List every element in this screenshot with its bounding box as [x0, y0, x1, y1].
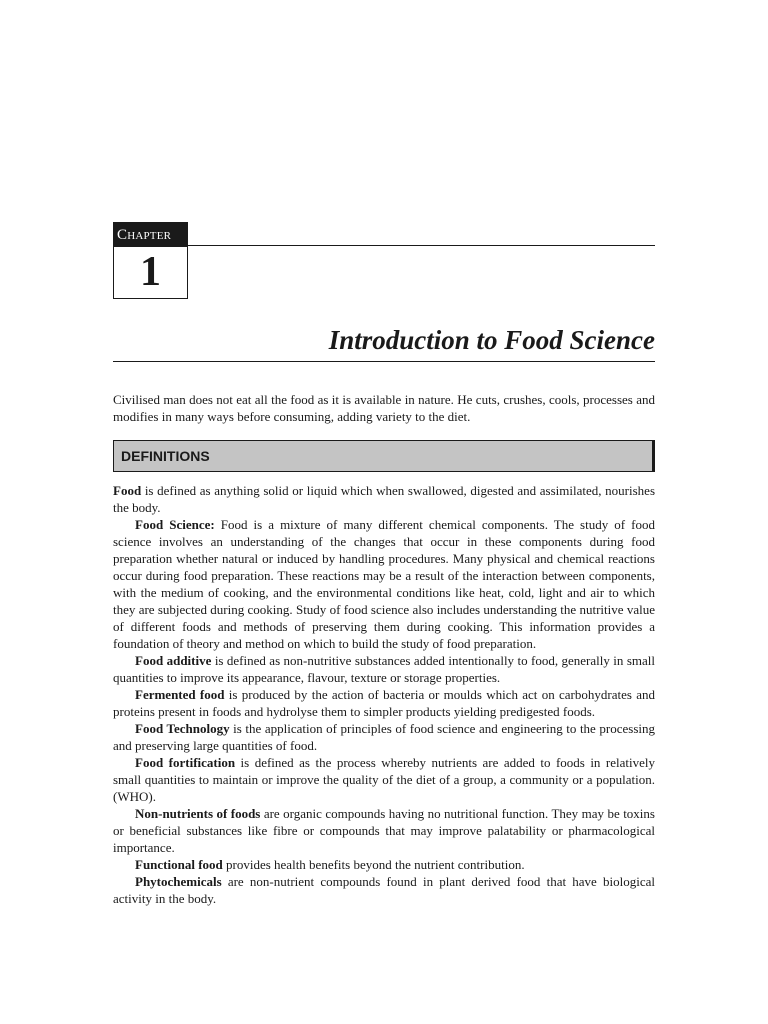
definition-term: Fermented food [135, 687, 225, 702]
definition-text: is defined as anything solid or liquid which when swallowed, digested and assimilated, nourishes the body. [113, 483, 655, 515]
definition-paragraph [113, 482, 655, 516]
definition-text: are non-nutrient compounds found in plant derived food that have biological activity in the body. [113, 874, 655, 906]
definitions-list [113, 482, 655, 907]
definition-text: are organic compounds having no nutritional function. They may be toxins or beneficial substances like fibre or compounds that may improve palatability or pharmacological importance. [113, 806, 655, 855]
section-heading: DEFINITIONS [121, 448, 210, 464]
definition-term: Food fortification [135, 755, 236, 770]
definition-term: Food Technology [135, 721, 230, 736]
definition-paragraph [113, 754, 655, 805]
definition-paragraph [113, 720, 655, 754]
definition-term: Non-nutrients of foods [135, 806, 261, 821]
intro-paragraph: Civilised man does not eat all the food as it is available in nature. He cuts, crushes, cools, processes and modifies in many ways before consuming, adding variety to the diet. [113, 392, 655, 424]
definition-text: provides health benefits beyond the nutrient contribution. [222, 857, 525, 872]
definition-text: is defined as the process whereby nutrients are added to foods in relatively small quantities to maintain or improve the quality of the diet of a group, a community or a population. (WHO). [113, 755, 655, 804]
section-bar [113, 440, 655, 472]
definition-term: Food Science: [135, 517, 215, 532]
definition-term: Food additive [135, 653, 212, 668]
title-rule [113, 361, 655, 362]
definition-paragraph [113, 873, 655, 907]
chapter-rule [188, 245, 655, 246]
definition-paragraph [113, 652, 655, 686]
chapter-number: 1 [140, 249, 161, 295]
definition-text: is the application of principles of food science and engineering to the processing and preserving large quantities of food. [113, 721, 655, 753]
definition-text: Food is a mixture of many different chemical components. The study of food science involves an understanding of the changes that occur in these components during food preparation whether natural or induced by handling procedures. Many physical and chemical reactions occur during food preparation. These reactions may be a result of the interaction between components, with the medium of cooking, and the environmental conditions like heat, cold, light and air to which they are subjected during cooking. Study of food science also includes understanding the nutritive value of different foods and methods of preserving them during cooking. This information provides a foundation of theory and method on which to build the study of food preparation. [113, 517, 655, 651]
definition-term: Functional food [135, 857, 223, 872]
definition-text: is produced by the action of bacteria or moulds which act on carbohydrates and proteins present in foods and hydrolyse them to simpler products yielding predigested foods. [113, 687, 655, 719]
definition-paragraph [113, 805, 655, 856]
definition-text: is defined as non-nutritive substances added intentionally to food, generally in small quantities to improve its appearance, flavour, texture or storage properties. [113, 653, 655, 685]
definition-term: Food [113, 483, 142, 498]
page-title: Introduction to Food Science [328, 325, 655, 355]
definition-paragraph [113, 516, 655, 652]
definition-paragraph [113, 856, 655, 873]
definition-term: Phytochemicals [135, 874, 222, 889]
chapter-label: Chapter [114, 223, 187, 247]
chapter-box [113, 222, 188, 299]
definition-paragraph [113, 686, 655, 720]
